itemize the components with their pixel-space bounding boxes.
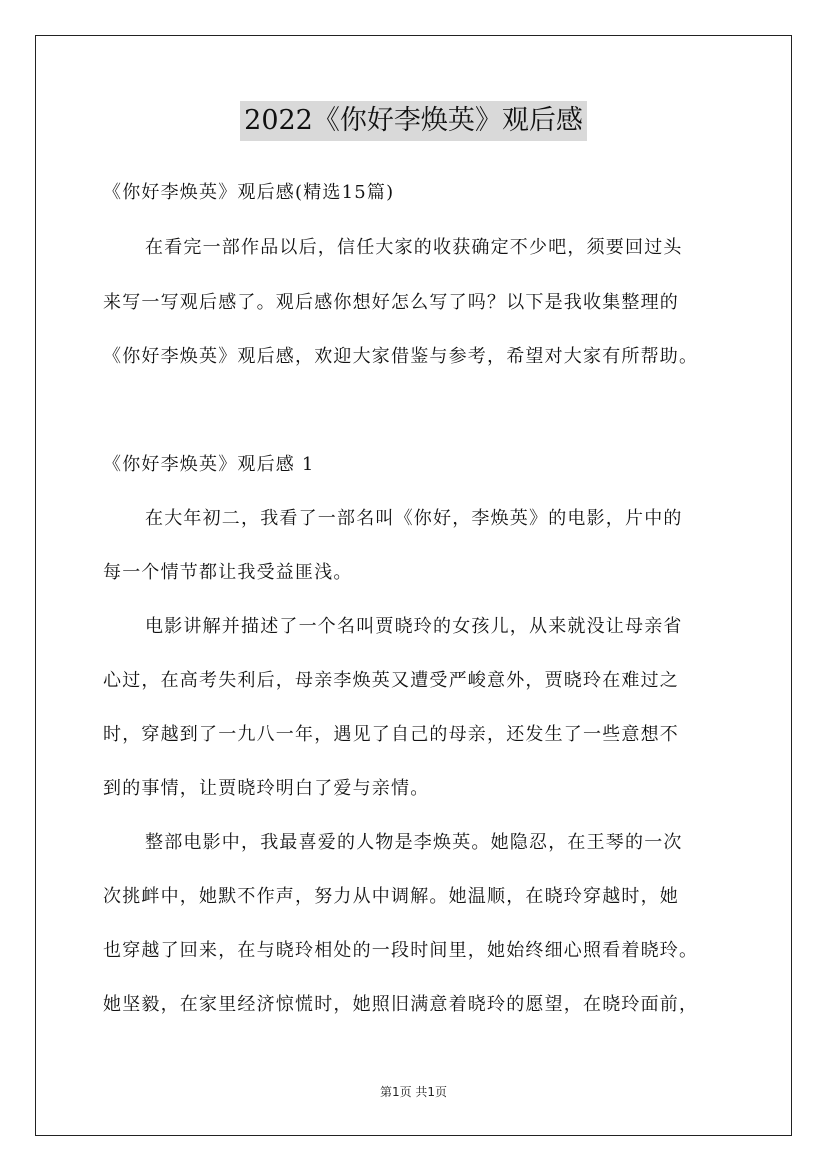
intro-line: 来写一写观后感了。观后感你想好怎么写了吗？以下是我收集整理的 [103,292,679,313]
document-subtitle: 《你好李焕英》观后感(精选15篇) [103,182,395,203]
paragraph-line: 到的事情，让贾晓玲明白了爱与亲情。 [103,778,430,799]
page-footer: 第1页 共1页 [379,1085,448,1099]
paragraph-line: 她坚毅，在家里经济惊慌时，她照旧满意着晓玲的愿望，在晓玲面前， [103,994,699,1015]
title-container [0,101,827,141]
intro-line: 在看完一部作品以后，信任大家的收获确定不少吧，须要回过头 [145,237,683,258]
paragraph-line: 心过，在高考失利后，母亲李焕英又遭受严峻意外，贾晓玲在难过之 [103,670,679,691]
paragraph-line: 在大年初二，我看了一部名叫《你好，李焕英》的电影，片中的 [145,508,683,529]
document-title: 2022《你好李焕英》观后感 [240,101,587,141]
paragraph-line: 每一个情节都让我受益匪浅。 [103,562,353,583]
intro-line: 《你好李焕英》观后感，欢迎大家借鉴与参考，希望对大家有所帮助。 [103,346,699,367]
paragraph-line: 整部电影中，我最喜爱的人物是李焕英。她隐忍，在王琴的一次 [145,832,683,853]
paragraph-line: 时，穿越到了一九八一年，遇见了自己的母亲，还发生了一些意想不 [103,724,679,745]
paragraph-line: 也穿越了回来，在与晓玲相处的一段时间里，她始终细心照看着晓玲。 [103,940,699,961]
paragraph-line: 次挑衅中，她默不作声，努力从中调解。她温顺，在晓玲穿越时，她 [103,886,679,907]
section-heading: 《你好李焕英》观后感 1 [103,454,315,475]
paragraph-line: 电影讲解并描述了一个名叫贾晓玲的女孩儿，从来就没让母亲省 [145,616,683,637]
